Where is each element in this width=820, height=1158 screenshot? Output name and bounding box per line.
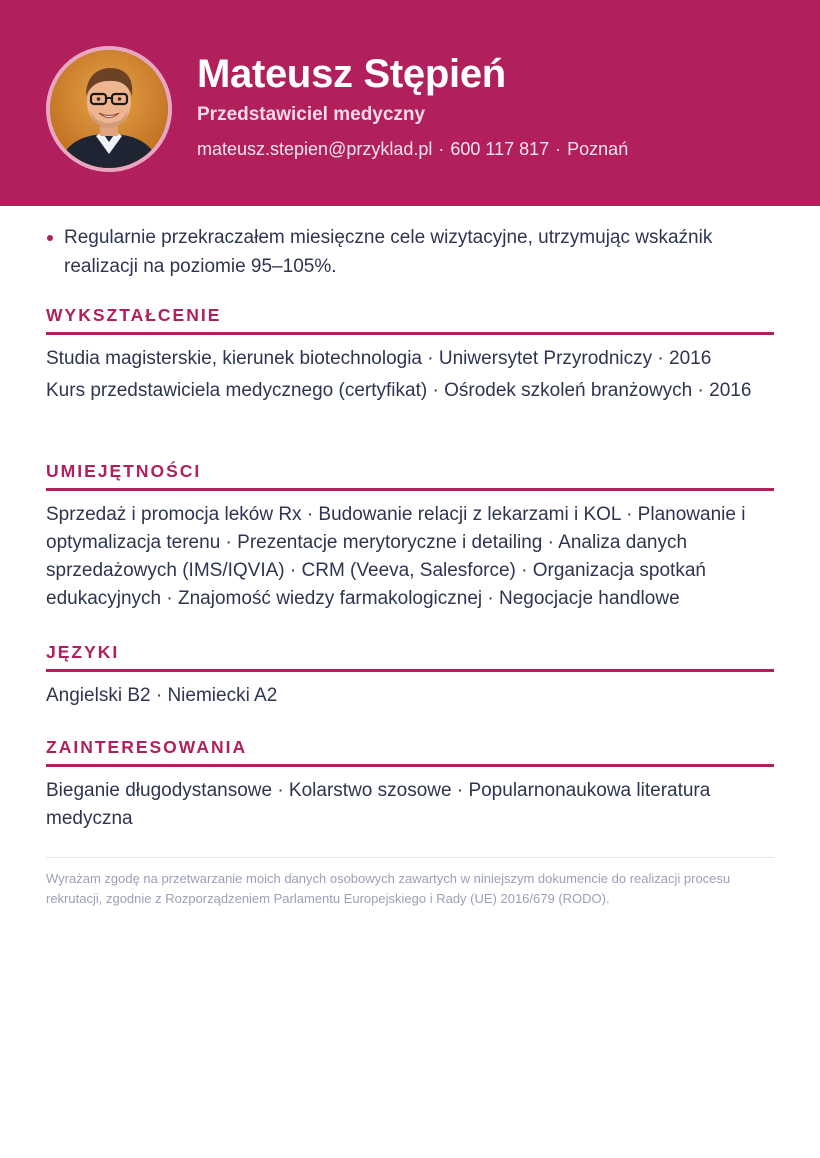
contact-line — [197, 139, 628, 160]
avatar — [46, 46, 172, 172]
experience-bullets — [46, 223, 774, 281]
cv-header — [0, 0, 820, 206]
email-text: mateusz.stepien@przyklad.pl — [197, 139, 433, 159]
section-title: UMIEJĘTNOŚCI — [46, 461, 774, 491]
languages-text: Angielski B2 · Niemiecki A2 — [46, 685, 278, 706]
job-title: Przedstawiciel medyczny — [197, 104, 426, 125]
bullet-text: Regularnie przekraczałem miesięczne cele wizytacyjne, utrzymując wskaźnik realizacji na poziomie 95–105%. — [64, 227, 713, 277]
education-section — [46, 305, 774, 405]
interests-text: Bieganie długodystansowe · Kolarstwo szosowe · Popularnonaukowa literatura medyczna — [46, 780, 711, 829]
section-title: JĘZYKI — [46, 642, 774, 672]
separator: · — [555, 139, 562, 159]
education-entry: Studia magisterskie, kierunek biotechnologia · Uniwersytet Przyrodniczy · 2016 — [46, 348, 712, 369]
gdpr-consent-clause: Wyrażam zgodę na przetwarzanie moich danych osobowych zawartych w niniejszym dokumencie do realizacji procesu rekrutacji, zgodnie z Rozporządzeniem Parlamentu Europejskiego i Rady (UE) 2016/679 (RODO). — [46, 857, 774, 909]
city-text: Poznań — [567, 139, 629, 159]
skills-section — [46, 461, 774, 613]
section-body — [46, 345, 774, 405]
list-item — [46, 223, 774, 281]
interests-section — [46, 737, 774, 833]
separator: · — [438, 139, 445, 159]
languages-section — [46, 642, 774, 710]
bullet-icon — [47, 235, 53, 241]
phone-text: 600 117 817 — [450, 139, 550, 159]
skills-text: Sprzedaż i promocja leków Rx · Budowanie relacji z lekarzami i KOL · Planowanie i optymalizacja terenu · Prezentacje merytoryczne i detailing · Analiza danych sprzedażowych (IMS/IQVIA) · CRM (Veeva, Salesforce) · Organizacja spotkań edukacyjnych · Znajomość wiedzy farmakologicznej · Negocjacje handlowe — [46, 504, 746, 609]
profile-photo — [50, 50, 168, 168]
candidate-name: Mateusz Stępień — [197, 52, 506, 96]
section-title: WYKSZTAŁCENIE — [46, 305, 774, 335]
section-title: ZAINTERESOWANIA — [46, 737, 774, 767]
education-entry: Kurs przedstawiciela medycznego (certyfikat) · Ośrodek szkoleń branżowych · 2016 — [46, 380, 752, 401]
